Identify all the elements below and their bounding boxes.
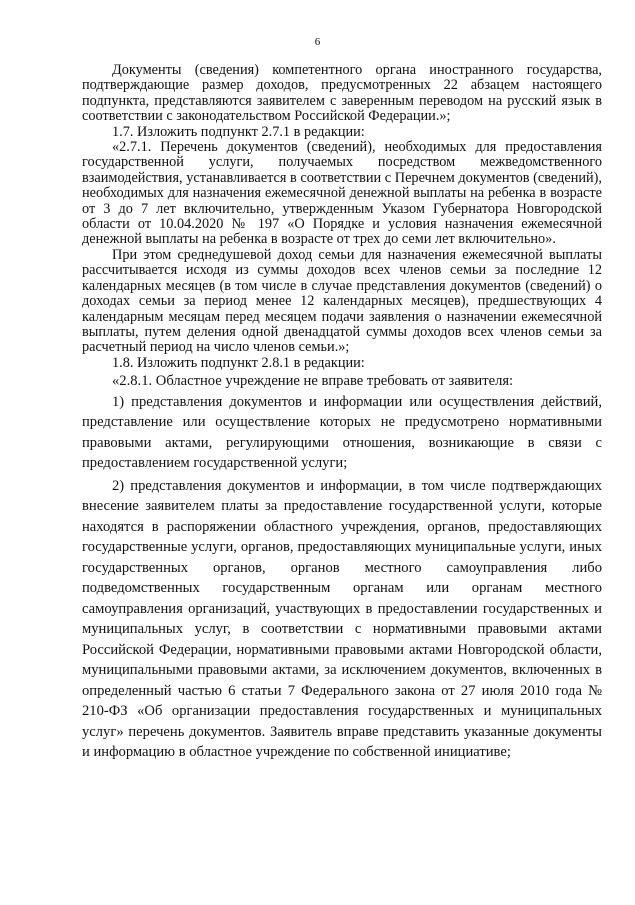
page-number: 6 <box>314 36 321 48</box>
paragraph-subitem-2-8-1: «2.8.1. Областное учреждение не вправе требовать от заявителя: <box>112 373 514 390</box>
paragraph-item-1-8: 1.8. Изложить подпункт 2.8.1 в редакции: <box>112 354 365 371</box>
paragraph-average-income: При этом среднедушевой доход семьи для назначения ежемесячной выплаты рассчитывается исходя из суммы доходов всех членов семьи за последние 12 календарных месяцев (в том числе в случае представления документов (сведений) о доходах семьи за период менее 12 календарных месяцев), предшествующих 4 календарным месяцам перед месяцем подачи заявления о назначении ежемесячной выплаты, путем деления одной двенадцатой суммы доходов всех членов семьи за расчетный период на число членов семьи.»; <box>82 246 602 356</box>
paragraph-subitem-2-7-1: «2.7.1. Перечень документов (сведений), необходимых для предоставления государственной услуги, получаемых посредством межведомственного взаимодействия, устанавливается в соответствии с Перечнем документов (сведений), необходимых для назначения ежемесячной денежной выплаты на ребенка в возрасте от 3 до 7 лет включительно, утвержденным Указом Губернатора Новгородской области от 10.04.2020 № 197 «О Порядке и условия назначения ежемесячной денежной выплаты на ребенка в возрасте от трех до семи лет включительно». <box>82 139 602 248</box>
paragraph-item-1-7: 1.7. Изложить подпункт 2.7.1 в редакции: <box>112 123 365 140</box>
paragraph-foreign-documents: Документы (сведения) компетентного органа иностранного государства, подтверждающие размер доходов, предусмотренных 22 абзацем настоящего подпункта, представляются заявителем с заверенным переводом на русский язык в соответствии с законодательством Российской Федерации.»; <box>82 62 602 125</box>
paragraph-point-1: 1) представления документов и информации или осуществления действий, представление или осуществление которых не предусмотрено нормативными правовыми актами, регулирующими отношения, возникающие в связи с предоставлением государственной услуги; <box>82 393 602 472</box>
paragraph-point-2: 2) представления документов и информации, в том числе подтверждающих внесение заявителем платы за предоставление государственной услуги, которые находятся в распоряжении областного учреждения, органов, предоставляющих государственные услуги, органов, предоставляющих муниципальные услуги, иных государственных органов, органов местного самоуправления либо подведомственных государственным органам или органам местного самоуправления организаций, участвующих в предоставлении государственных и муниципальных услуг, в соответствии с нормативными правовыми актами Российской Федерации, нормативными правовыми актами Новгородской области, муниципальными правовыми актами, за исключением документов, включенных в определенный частью 6 статьи 7 Федерального закона от 27 июля 2010 года № 210-ФЗ «Об организации предоставления государственных и муниципальных услуг» перечень документов. Заявитель вправе представить указанные документы и информацию в областное учреждение по собственной инициативе; <box>82 477 602 761</box>
document-body <box>82 63 602 763</box>
